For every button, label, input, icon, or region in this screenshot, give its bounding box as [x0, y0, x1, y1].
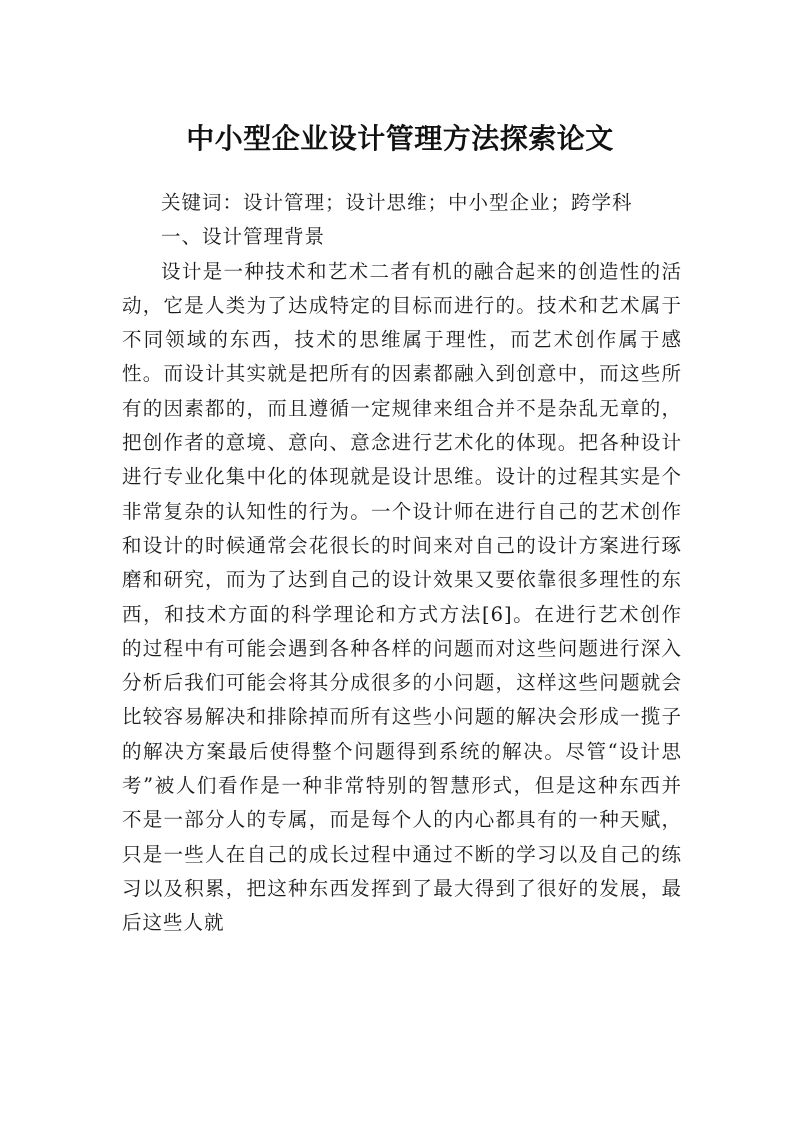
document-title: 中小型企业设计管理方法探索论文	[186, 121, 614, 155]
body-paragraph: 设计是一种技术和艺术二者有机的融合起来的创造性的活动，它是人类为了达成特定的目标而进行的。技术和艺术属于不同领域的东西，技术的思维属于理性，而艺术创作属于感性。而设计其实就是把所有的因素都融入到创意中，而这些所有的因素都的，而且遵循一定规律来组合并不是杂乱无章的，把创作者的意境、意向、意念进行艺术化的体现。把各种设计进行专业化集中化的体现就是设计思维。设计的过程其实是个非常复杂的认知性的行为。一个设计师在进行自己的艺术创作和设计的时候通常会花很长的时间来对自己的设计方案进行琢磨和研究，而为了达到自己的设计效果又要依靠很多理性的东西，和技术方面的科学理论和方式方法[6]。在进行艺术创作的过程中有可能会遇到各种各样的问题而对这些问题进行深入分析后我们可能会将其分成很多的小问题，这样这些问题就会比较容易解决和排除掉而所有这些小问题的解决会形成一揽子的解决方案最后使得整个问题得到系统的解决。尽管“设计思考”被人们看作是一种非常特别的智慧形式，但是这种东西并不是一部分人的专属，而是每个人的内心都具有的一种天赋，只是一些人在自己的成长过程中通过不断的学习以及自己的练习以及积累，把这种东西发挥到了最大得到了很好的发展，最后这些人就	[122, 259, 682, 935]
section-heading: 一、设计管理背景	[161, 225, 326, 249]
document-body	[122, 186, 682, 941]
keywords-line: 关键词：设计管理；设计思维；中小型企业；跨学科	[161, 191, 633, 214]
